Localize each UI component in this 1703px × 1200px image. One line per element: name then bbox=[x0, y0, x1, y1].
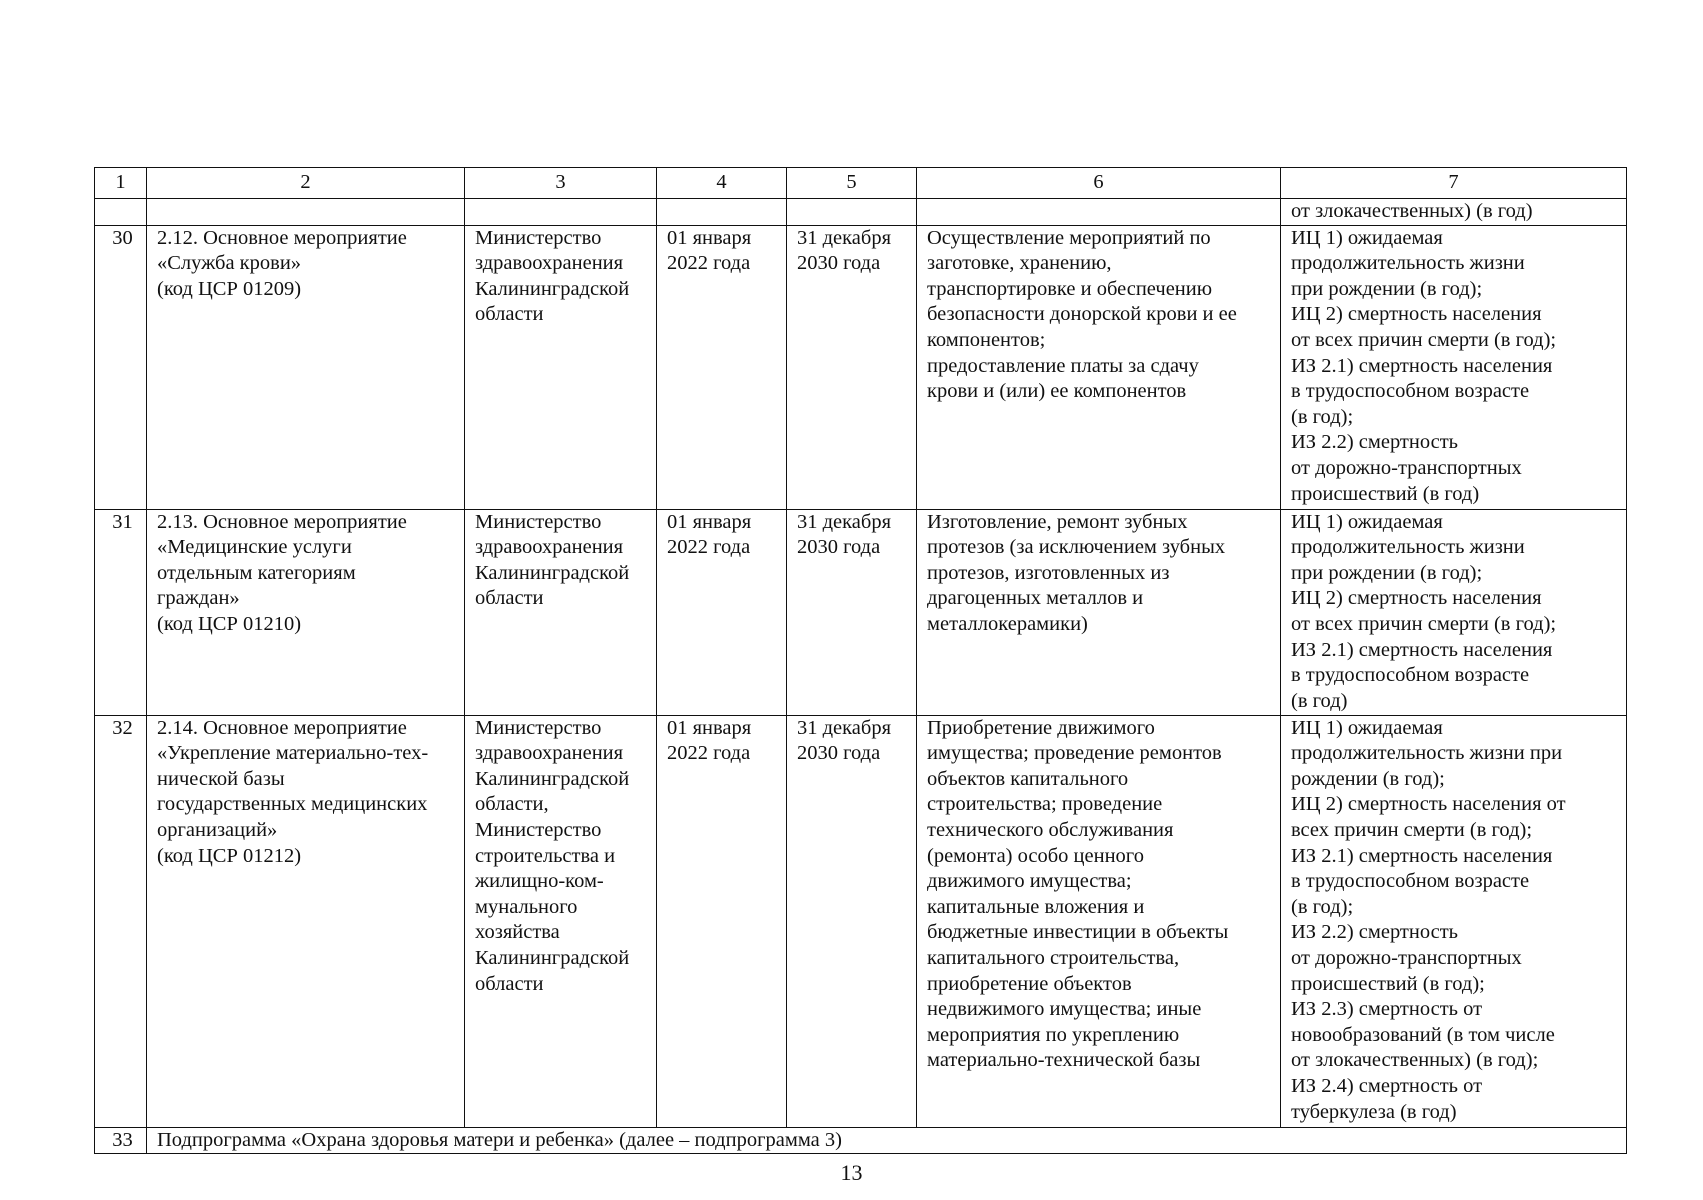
table-row bbox=[95, 509, 1627, 715]
subprogram-title: Подпрограмма «Охрана здоровья матери и ребенка» (далее – подпрограмма 3) bbox=[147, 1127, 1627, 1154]
measure-name: 2.13. Основное мероприятие «Медицинские услуги отдельным категориям граждан» (код ЦСР 01210) bbox=[147, 509, 465, 715]
responsible-executor: Министерство здравоохранения Калининградской области bbox=[465, 225, 657, 509]
measure-description: Изготовление, ремонт зубных протезов (за исключением зубных протезов, изготовленных из драгоценных металлов и металлокерамики) bbox=[917, 509, 1281, 715]
header-cell-2: 2 bbox=[147, 168, 465, 199]
header-cell-6: 6 bbox=[917, 168, 1281, 199]
continuation-row bbox=[95, 199, 1627, 226]
continuation-cell-6 bbox=[917, 199, 1281, 226]
header-cell-4: 4 bbox=[657, 168, 787, 199]
indicators: ИЦ 1) ожидаемая продолжительность жизни при рождении (в год); ИЦ 2) смертность населения от всех причин смерти (в год); ИЗ 2.1) смертность населения в трудоспособном возрасте (в год) bbox=[1281, 509, 1627, 715]
start-date: 01 января 2022 года bbox=[657, 715, 787, 1127]
continuation-cell-2 bbox=[147, 199, 465, 226]
row-number: 32 bbox=[95, 715, 147, 1127]
measure-description: Осуществление мероприятий по заготовке, хранению, транспортировке и обеспечению безопасности донорской крови и ее компонентов; предоставление платы за сдачу крови и (или) ее компонентов bbox=[917, 225, 1281, 509]
header-cell-7: 7 bbox=[1281, 168, 1627, 199]
row-number: 31 bbox=[95, 509, 147, 715]
continuation-cell-1 bbox=[95, 199, 147, 226]
header-row bbox=[95, 168, 1627, 199]
start-date: 01 января 2022 года bbox=[657, 509, 787, 715]
start-date: 01 января 2022 года bbox=[657, 225, 787, 509]
header-cell-5: 5 bbox=[787, 168, 917, 199]
indicators: ИЦ 1) ожидаемая продолжительность жизни при рождении (в год); ИЦ 2) смертность населения от всех причин смерти (в год); ИЗ 2.1) смертность населения в трудоспособном возрасте (в год); ИЗ 2.2) смертность от дорожно-транспортных происшествий (в год) bbox=[1281, 225, 1627, 509]
end-date: 31 декабря 2030 года bbox=[787, 715, 917, 1127]
subprogram-row bbox=[95, 1127, 1627, 1154]
row-number: 30 bbox=[95, 225, 147, 509]
measure-name: 2.12. Основное мероприятие «Служба крови» (код ЦСР 01209) bbox=[147, 225, 465, 509]
measure-name: 2.14. Основное мероприятие «Укрепление материально-тех- нической базы государственных медицинских организаций» (код ЦСР 01212) bbox=[147, 715, 465, 1127]
program-table bbox=[94, 167, 1627, 1154]
responsible-executor: Министерство здравоохранения Калининградской области bbox=[465, 509, 657, 715]
table-row bbox=[95, 715, 1627, 1127]
indicators: ИЦ 1) ожидаемая продолжительность жизни при рождении (в год); ИЦ 2) смертность населения от всех причин смерти (в год); ИЗ 2.1) смертность населения в трудоспособном возрасте (в год); ИЗ 2.2) смертность от дорожно-транспортных происшествий (в год); ИЗ 2.3) смертность от новообразований (в том числе от злокачественных) (в год); ИЗ 2.4) смертность от туберкулеза (в год) bbox=[1281, 715, 1627, 1127]
end-date: 31 декабря 2030 года bbox=[787, 225, 917, 509]
header-cell-1: 1 bbox=[95, 168, 147, 199]
measure-description: Приобретение движимого имущества; проведение ремонтов объектов капитального строительства; проведение технического обслуживания (ремонта) особо ценного движимого имущества; капитальные вложения и бюджетные инвестиции в объекты капитального строительства, приобретение объектов недвижимого имущества; иные мероприятия по укреплению материально-технической базы bbox=[917, 715, 1281, 1127]
table-row bbox=[95, 225, 1627, 509]
continuation-indicators: от злокачественных) (в год) bbox=[1281, 199, 1627, 226]
continuation-cell-5 bbox=[787, 199, 917, 226]
continuation-cell-3 bbox=[465, 199, 657, 226]
page-number: 13 bbox=[840, 1160, 863, 1185]
continuation-cell-4 bbox=[657, 199, 787, 226]
header-cell-3: 3 bbox=[465, 168, 657, 199]
row-number: 33 bbox=[95, 1127, 147, 1154]
responsible-executor: Министерство здравоохранения Калининградской области, Министерство строительства и жилищно-ком- мунального хозяйства Калининградской области bbox=[465, 715, 657, 1127]
end-date: 31 декабря 2030 года bbox=[787, 509, 917, 715]
